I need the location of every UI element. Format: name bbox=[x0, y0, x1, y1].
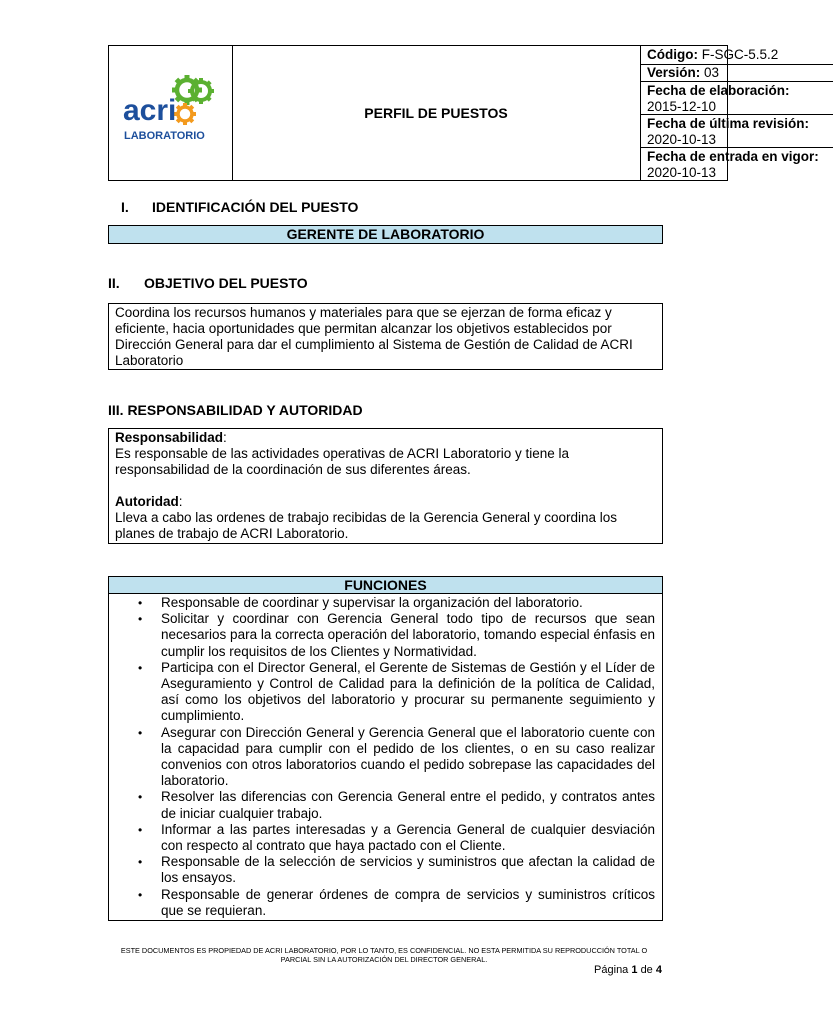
functions-header: FUNCIONES bbox=[108, 576, 663, 594]
colon: : bbox=[178, 494, 183, 509]
objective-box: Coordina los recursos humanos y materiales para que se ejerzan de forma eficaz y eficiente, hacia oportunidades que permitan alcanzar los objetivos establecidos por Dirección General para dar el cumplimiento al Sistema de Gestión de Calidad de ACRI Laboratorio bbox=[108, 303, 663, 370]
functions-box bbox=[108, 593, 663, 921]
responsibility-label: Responsabilidad bbox=[115, 430, 224, 445]
logo-subtext: LABORATORIO bbox=[124, 130, 205, 142]
function-item bbox=[109, 595, 655, 611]
function-text: Responsable de generar órdenes de compra de servicios y suministros críticos que se requieran. bbox=[161, 886, 655, 918]
logo-cell bbox=[109, 46, 233, 180]
elaboracion-label: Fecha de elaboración: bbox=[647, 83, 790, 98]
header-table bbox=[108, 45, 819, 181]
responsibility-paragraph bbox=[115, 430, 656, 478]
codigo-label: Código: bbox=[647, 47, 698, 62]
section-1-heading bbox=[121, 199, 359, 215]
metadata-cell bbox=[640, 46, 819, 180]
codigo-value: F-SGC-5.5.2 bbox=[701, 47, 779, 62]
authority-label: Autoridad bbox=[115, 494, 179, 509]
section-2-title: OBJETIVO DEL PUESTO bbox=[144, 275, 308, 291]
function-item bbox=[109, 611, 655, 660]
codigo-row bbox=[640, 46, 833, 65]
responsibility-text: Es responsable de las actividades operativas de ACRI Laboratorio y tiene la responsabilidad de la coordinación de sus diferentes áreas. bbox=[115, 446, 570, 477]
version-value: 03 bbox=[704, 65, 720, 80]
vigor-row bbox=[640, 148, 833, 180]
section-1-number: I. bbox=[121, 199, 129, 215]
function-item bbox=[109, 789, 655, 821]
logo-wordmark: acri bbox=[123, 94, 177, 127]
version-label: Versión: bbox=[647, 65, 701, 80]
elaboracion-row bbox=[640, 82, 833, 115]
function-item bbox=[109, 725, 655, 790]
footer-line-2: PARCIAL SIN LA AUTORIZACIÓN DEL DIRECTOR GENERAL. bbox=[280, 955, 488, 964]
page-of: de bbox=[640, 964, 653, 976]
colon: : bbox=[223, 430, 227, 445]
elaboracion-value: 2015-12-10 bbox=[647, 99, 717, 114]
bullet-icon: • bbox=[138, 790, 143, 805]
function-text: Responsable de la selección de servicios y suministros que afectan la calidad de los ensayos. bbox=[161, 854, 655, 886]
function-text: Responsable de coordinar y supervisar la organización del laboratorio. bbox=[161, 595, 583, 610]
document-title: PERFIL DE PUESTOS bbox=[232, 46, 641, 180]
page-total: 4 bbox=[655, 964, 662, 976]
function-item bbox=[109, 822, 655, 854]
page-label: Página bbox=[594, 964, 629, 976]
function-text: Participa con el Director General, el Gerente de Sistemas de Gestión y el Líder de Aseguramiento y Control de Calidad para la definición de la política de Calidad, así como los objetivos del laboratorio y procurar su permanente seguimiento y cumplimiento. bbox=[161, 659, 655, 724]
function-text: Informar a las partes interesadas y a Gerencia General de cualquier desviación con respecto al contrato que haya pactado con el Cliente. bbox=[161, 821, 655, 854]
bullet-icon: • bbox=[138, 725, 143, 740]
bullet-icon: • bbox=[138, 855, 143, 870]
bullet-icon: • bbox=[138, 660, 143, 675]
version-row bbox=[640, 65, 833, 82]
revision-value: 2020-10-13 bbox=[647, 132, 717, 147]
bullet-icon: • bbox=[138, 612, 143, 627]
position-name-bar: GERENTE DE LABORATORIO bbox=[108, 225, 663, 244]
functions-list bbox=[109, 595, 655, 919]
section-2-number: II. bbox=[108, 275, 120, 291]
bullet-icon: • bbox=[138, 822, 143, 837]
function-text: Resolver las diferencias con Gerencia General entre el pedido, y contratos antes de iniciar cualquier trabajo. bbox=[161, 789, 655, 821]
function-text: Asegurar con Dirección General y Gerencia General que el laboratorio cuente con la capacidad para cumplir con el pedido de los clientes, o en su caso realizar convenios con otros laboratorios cuando el pedido sobrepase las capacidades del laboratorio. bbox=[161, 724, 655, 789]
vigor-label: Fecha de entrada en vigor: bbox=[647, 149, 819, 164]
revision-label: Fecha de última revisión: bbox=[647, 116, 810, 131]
bullet-icon: • bbox=[138, 596, 143, 610]
section-2-heading bbox=[108, 275, 308, 291]
bullet-icon: • bbox=[138, 887, 143, 902]
page-number bbox=[594, 964, 662, 976]
footer-line-1: ESTE DOCUMENTOS ES PROPIEDAD DE ACRI LABORATORIO, POR LO TANTO, ES CONFIDENCIAL. NO ESTA PERMITIDA SU REPRODUCCIÓN TOTAL O bbox=[120, 946, 648, 955]
function-item bbox=[109, 660, 655, 725]
section-3-heading: III. RESPONSABILIDAD Y AUTORIDAD bbox=[108, 402, 363, 418]
authority-text: Lleva a cabo las ordenes de trabajo recibidas de la Gerencia General y coordina los planes de trabajo de ACRI Laboratorio. bbox=[115, 510, 618, 541]
revision-row bbox=[640, 115, 833, 148]
footer-notice bbox=[80, 946, 688, 964]
responsibility-box bbox=[108, 428, 663, 544]
gear-icon bbox=[174, 103, 196, 125]
page-current: 1 bbox=[631, 964, 638, 976]
function-text: Solicitar y coordinar con Gerencia General todo tipo de recursos que sean necesarios para la correcta operación del laboratorio, tomando especial énfasis en cumplir los requisitos de los Clientes y Normatividad. bbox=[161, 611, 655, 659]
company-logo bbox=[109, 46, 231, 180]
section-1-title: IDENTIFICACIÓN DEL PUESTO bbox=[152, 199, 359, 215]
vigor-value: 2020-10-13 bbox=[647, 165, 717, 180]
authority-paragraph bbox=[115, 494, 656, 542]
function-item bbox=[109, 854, 655, 886]
function-item bbox=[109, 887, 655, 919]
